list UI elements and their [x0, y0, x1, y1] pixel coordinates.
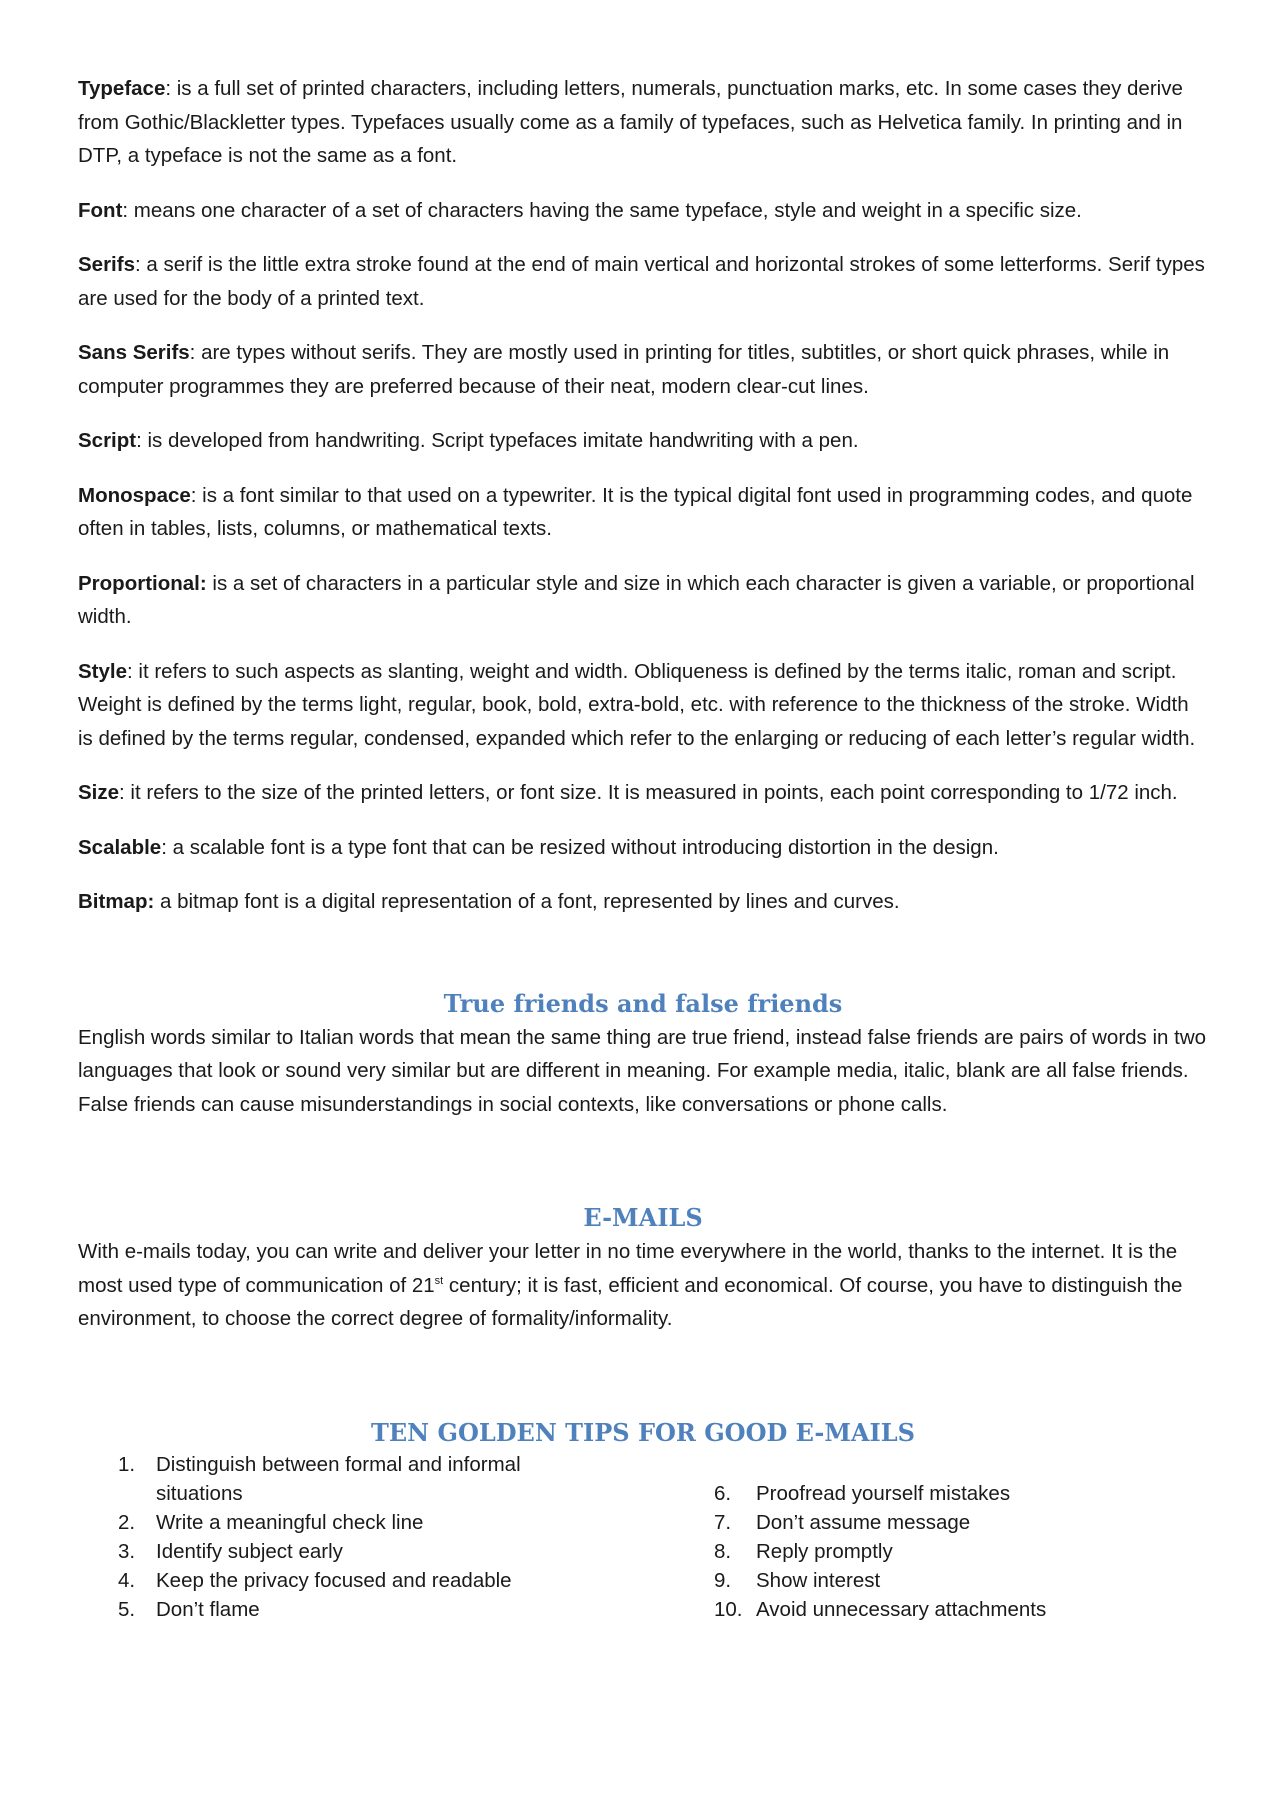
definition-text: : a serif is the little extra stroke found at the end of main vertical and horizontal strokes of some letterforms. Serif types are used for the body of a printed text. [78, 253, 1205, 310]
item-text: Identify subject early [156, 1539, 343, 1563]
term: Font [78, 198, 123, 222]
true-friends-section [78, 987, 1208, 1122]
list-item [714, 1566, 1178, 1595]
term: Style [78, 659, 127, 683]
term: Script [78, 429, 137, 452]
term: Size [78, 781, 120, 804]
tips-column-right [714, 1479, 1178, 1624]
tips-column-left [118, 1450, 578, 1624]
term: Typeface [78, 77, 166, 100]
item-text: Reply promptly [756, 1539, 893, 1563]
tips-section [78, 1416, 1208, 1630]
list-item [118, 1566, 578, 1595]
ordinal-superscript: st [434, 1274, 444, 1287]
item-text: Write a meaningful check line [156, 1510, 424, 1534]
item-number: 10. [714, 1597, 743, 1621]
list-item [714, 1479, 1178, 1508]
section-paragraph: English words similar to Italian words that mean the same thing are true friend, instead false friends are pairs of words in two languages that look or sound very similar but are different in meaning. For example media, italic, blank are all false friends. False friends can cause misunderstandings in social contexts, like conversations or phone calls. [78, 1025, 1207, 1116]
section-heading: E-MAILS [583, 1203, 703, 1232]
definition-text: : it refers to such aspects as slanting, weight and width. Obliqueness is defined by the terms italic, roman and script. Weight is defined by the terms light, regular, book, bold, extra-bold, etc. with reference to the thickness of the stroke. Width is defined by the terms regular, condensed, expanded which refer to the enlarging or reducing of each letter’s regular width. [78, 659, 1196, 750]
definition-text: : is developed from handwriting. Script typefaces imitate handwriting with a pen. [136, 429, 859, 452]
definition-proportional [78, 567, 1208, 634]
item-number: 4. [118, 1568, 136, 1592]
definition-text: : means one character of a set of characters having the same typeface, style and weight in a specific size. [122, 198, 1082, 222]
item-text: Show interest [756, 1568, 881, 1592]
term: Monospace [78, 483, 191, 507]
list-item [118, 1537, 578, 1566]
item-number: 2. [118, 1510, 136, 1534]
item-number: 3. [118, 1539, 136, 1563]
list-item [714, 1537, 1178, 1566]
item-number: 8. [714, 1539, 732, 1563]
list-item [714, 1595, 1178, 1624]
item-text: Proofread yourself mistakes [756, 1481, 1011, 1505]
item-text: Don’t assume message [756, 1510, 971, 1534]
term: Proportional: [78, 571, 207, 595]
definitions-section [78, 72, 1208, 919]
term: Scalable [78, 835, 162, 859]
definition-sans-serifs [78, 336, 1208, 403]
definition-serifs [78, 248, 1208, 315]
item-number: 9. [714, 1568, 732, 1592]
term: Sans Serifs [78, 341, 190, 364]
paragraph-text: century; it is fast, efficient and economical. Of course, you have to distinguish the environment, to choose the correct degree of formality/informality. [78, 1273, 1183, 1330]
list-item [714, 1508, 1178, 1537]
list-item [118, 1595, 578, 1624]
section-heading: True friends and false friends [443, 988, 843, 1018]
tips-list [78, 1450, 1208, 1630]
item-text: Avoid unnecessary attachments [756, 1597, 1047, 1621]
term: Bitmap: [78, 890, 155, 913]
list-item [118, 1450, 578, 1508]
definition-monospace [78, 479, 1208, 546]
definition-text: a bitmap font is a digital representation of a font, represented by lines and curves. [154, 890, 900, 913]
definition-text: : is a full set of printed characters, including letters, numerals, punctuation marks, etc. In some cases they derive from Gothic/Blackletter types. Typefaces usually come as a family of typefaces, such as Helvetica family. In printing and in DTP, a typeface is not the same as a font. [78, 77, 1183, 167]
document-page [78, 72, 1208, 1630]
definition-bitmap [78, 885, 1208, 919]
item-number: 7. [714, 1510, 732, 1534]
item-number: 6. [714, 1481, 732, 1505]
section-heading: TEN GOLDEN TIPS FOR GOOD E-MAILS [371, 1417, 915, 1447]
definition-text: : it refers to the size of the printed letters, or font size. It is measured in points, each point corresponding to 1/72 inch. [119, 781, 1178, 804]
definition-text: is a set of characters in a particular style and size in which each character is given a variable, or proportional width. [78, 571, 1195, 628]
definition-font [78, 194, 1208, 228]
item-text: Keep the privacy focused and readable [156, 1568, 512, 1592]
list-item [118, 1508, 578, 1537]
item-text: Don’t flame [156, 1597, 260, 1621]
paragraph-text: With e-mails today, you can write and deliver your letter in no time everywhere in the world, thanks to the internet. It is the most used type of communication of 21 [78, 1240, 1178, 1297]
item-text: Distinguish between formal and informal situations [156, 1452, 521, 1505]
definition-script [78, 424, 1208, 458]
section-paragraph [78, 1235, 1208, 1336]
definition-text: : a scalable font is a type font that can be resized without introducing distortion in the design. [161, 835, 999, 859]
item-number: 1. [118, 1452, 136, 1476]
term: Serifs [78, 253, 135, 276]
definition-text: : are types without serifs. They are mostly used in printing for titles, subtitles, or short quick phrases, while in computer programmes they are preferred because of their neat, modern clear-cut lines. [78, 341, 1170, 398]
definition-style [78, 655, 1208, 756]
definition-scalable [78, 831, 1208, 865]
definition-typeface [78, 72, 1208, 173]
emails-section [78, 1201, 1208, 1336]
definition-text: : is a font similar to that used on a typewriter. It is the typical digital font used in programming codes, and quote often in tables, lists, columns, or mathematical texts. [78, 483, 1193, 540]
item-number: 5. [118, 1597, 136, 1621]
definition-size [78, 776, 1208, 810]
